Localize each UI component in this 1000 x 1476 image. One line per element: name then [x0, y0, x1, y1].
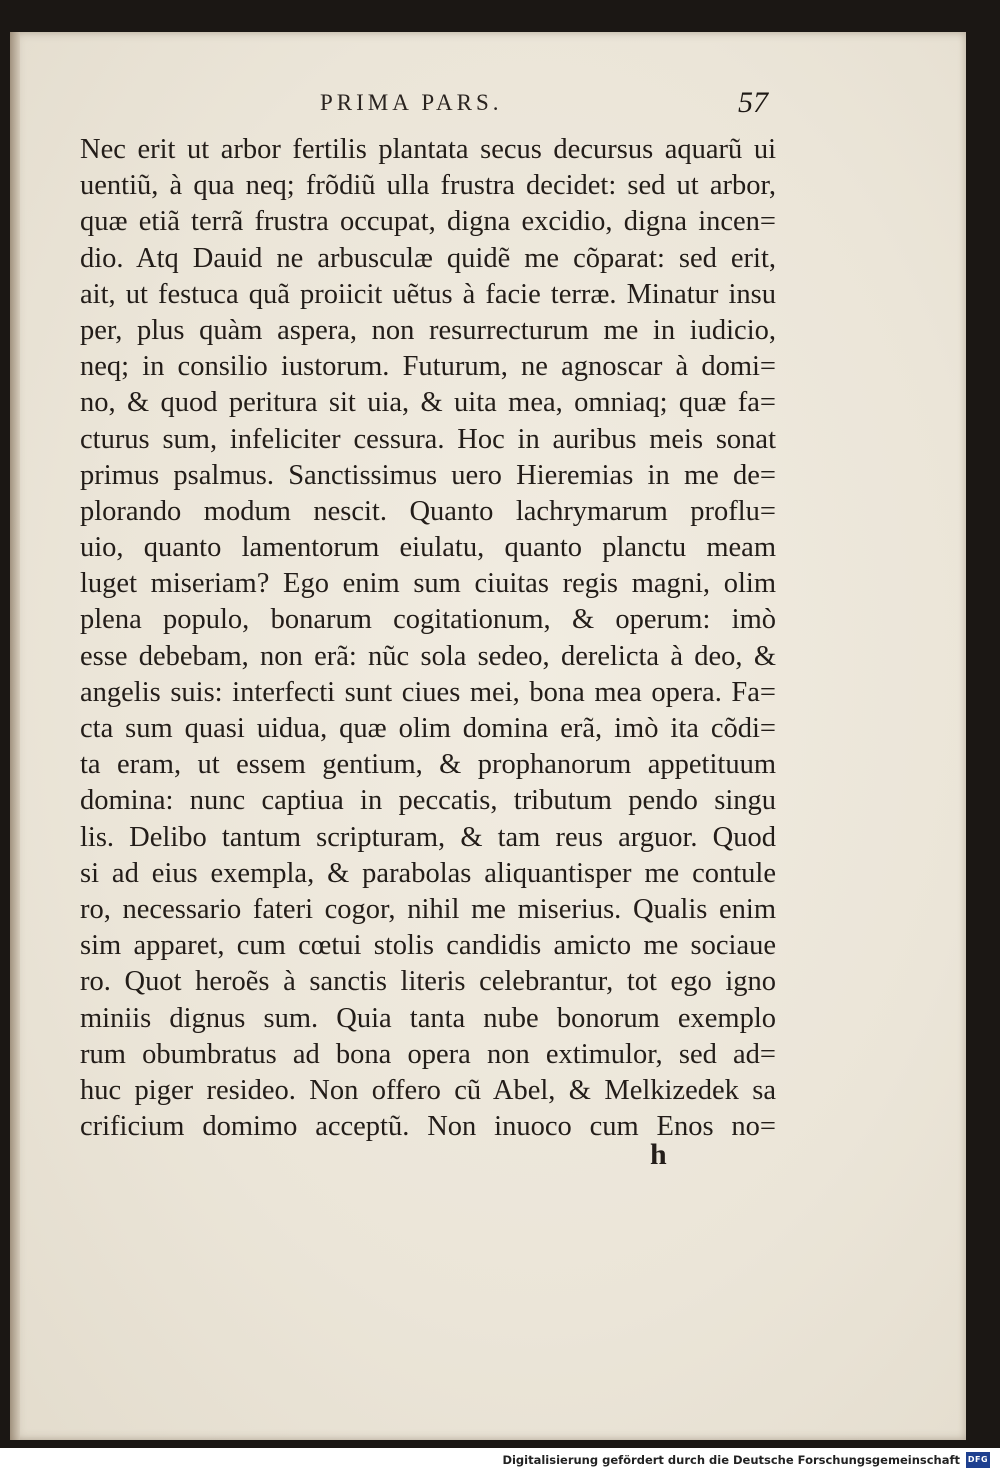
- text-line: cturus sum, infeliciter cessura. Hoc in auribus meis sonat: [80, 423, 776, 455]
- text-line: luget miseriam? Ego enim sum ciuitas regis magni, olim: [80, 568, 776, 600]
- text-line: uentiũ, à qua neq; frõdiũ ulla frustra decidet: sed ut arbor,: [80, 170, 776, 202]
- text-line: rum obumbratus ad bona opera non extimulor, sed ad=: [80, 1038, 776, 1070]
- text-line: plena populo, bonarum cogitationum, & operum: imò: [80, 604, 776, 636]
- text-line: domina: nunc captiua in peccatis, tributum pendo singu: [80, 785, 776, 817]
- book-page: [10, 32, 966, 1440]
- text-line: per, plus quàm aspera, non resurrecturum me in iudicio,: [80, 314, 776, 346]
- text-line: plorando modum nescit. Quanto lachrymarum proflu=: [80, 495, 776, 527]
- page-number: 57: [738, 86, 768, 119]
- text-line: sim apparet, cum cœtui stolis candidis amicto me sociaue: [80, 930, 776, 962]
- text-line: cta sum quasi uidua, quæ olim domina erã, imò ita cõdi=: [80, 713, 776, 744]
- text-line: uio, quanto lamentorum eiulatu, quanto planctu meam: [80, 532, 776, 564]
- text-line: esse debebam, non erã: nũc sola sedeo, derelicta à deo, &: [80, 640, 776, 672]
- footer-bar: [0, 1448, 1000, 1476]
- text-line: no, & quod peritura sit uia, & uita mea, omniaq; quæ fa=: [80, 387, 776, 419]
- running-head: [10, 86, 966, 130]
- text-line: lis. Delibo tantum scripturam, & tam reus arguor. Quod: [80, 821, 776, 853]
- text-line: angelis suis: interfecti sunt ciues mei, bona mea opera. Fa=: [80, 676, 776, 708]
- text-line: huc piger resideo. Non offero cũ Abel, & Melkizedek sa: [80, 1074, 776, 1106]
- text-line: dio. Atq Dauid ne arbusculæ quidẽ me cõparat: sed erit,: [80, 242, 776, 274]
- signature-mark: h: [650, 1138, 667, 1171]
- text-line: miniis dignus sum. Quia tanta nube bonorum exemplo: [80, 1002, 776, 1034]
- text-line: ait, ut festuca quã proiicit uẽtus à facie terræ. Minatur insu: [80, 278, 776, 310]
- text-line: crificium domimo acceptũ. Non inuoco cum Enos no=: [80, 1111, 776, 1143]
- text-line: neq; in consilio iustorum. Futurum, ne agnoscar à domi=: [80, 351, 776, 383]
- text-line: si ad eius exempla, & parabolas aliquantisper me contule: [80, 857, 776, 889]
- body-text: [80, 132, 776, 1145]
- funding-credit: Digitalisierung gefördert durch die Deutsche Forschungsgemeinschaft: [502, 1453, 960, 1467]
- text-line: ro, necessario fateri cogor, nihil me miserius. Qualis enim: [80, 893, 776, 925]
- running-title: PRIMA PARS.: [320, 90, 503, 115]
- text-line: ta eram, ut essem gentium, & prophanorum appetituum: [80, 749, 776, 781]
- text-line: primus psalmus. Sanctissimus uero Hieremias in me de=: [80, 459, 776, 491]
- dfg-logo-icon: DFG: [966, 1452, 990, 1468]
- page-gutter: [10, 32, 20, 1440]
- text-line: ro. Quot heroẽs à sanctis literis celebrantur, tot ego igno: [80, 966, 776, 998]
- text-line: Nec erit ut arbor fertilis plantata secus decursus aquarũ ui: [80, 134, 776, 165]
- text-line: quæ etiã terrã frustra occupat, digna excidio, digna incen=: [80, 206, 776, 238]
